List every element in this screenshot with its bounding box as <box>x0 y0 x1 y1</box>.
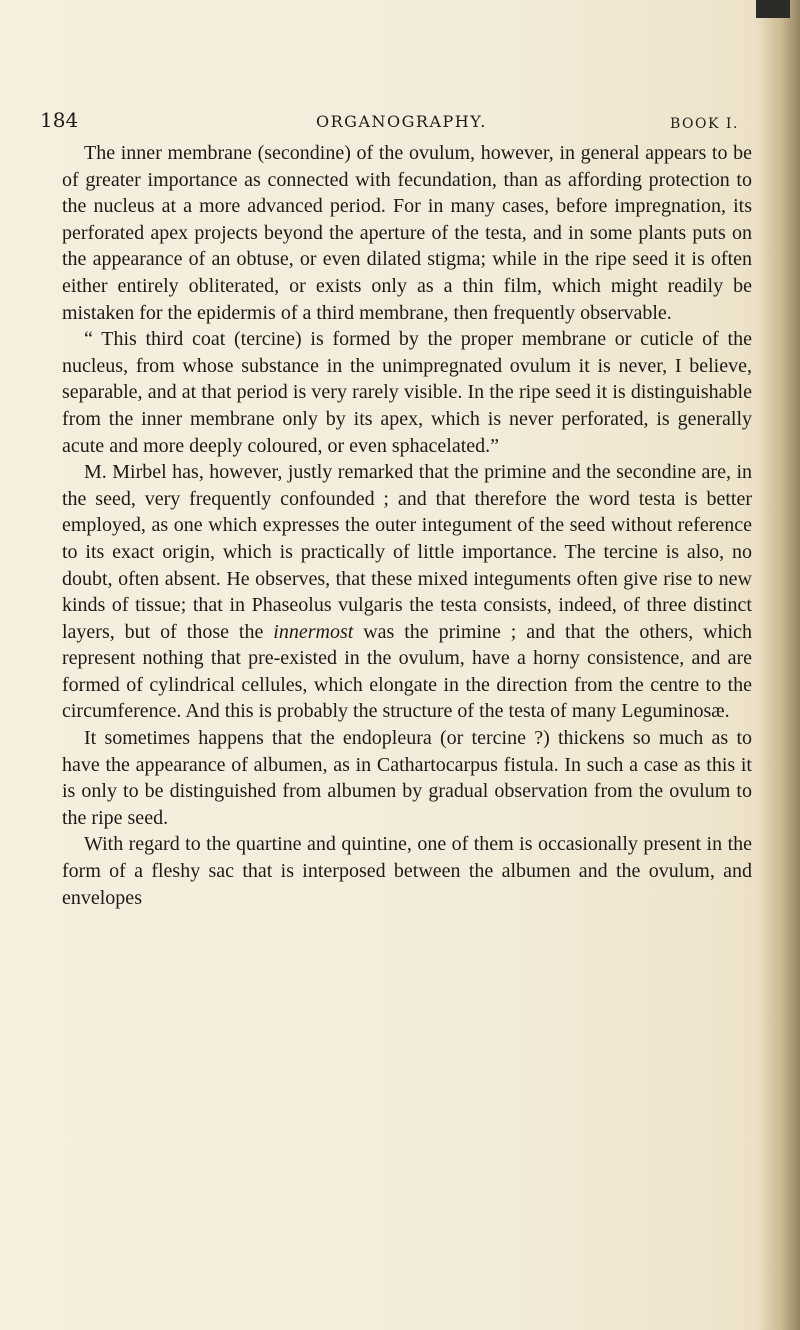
running-head-title: ORGANOGRAPHY. <box>316 112 487 131</box>
page-number: 184 <box>40 108 79 132</box>
running-head-book: BOOK I. <box>670 116 739 132</box>
paragraph-3-text-after: was the primine ; and that the others, which represent nothing that pre-existed in the ovulum, have a horny consistence, and are formed of cylindrical cellules, which elongate in the direction from the centre to the circumference. And this is probably the structure of the testa of many Leguminosæ. <box>62 620 753 723</box>
paragraph-3 <box>62 459 752 725</box>
paragraph-2: “ This third coat (tercine) is formed by the proper membrane or cuticle of the nucleus, from whose substance in the unimpregnated ovulum it is never, I believe, separable, and at that period is very rarely visible. In the ripe seed it is distinguishable from the inner membrane only by its apex, which is never perforated, is generally acute and more deeply coloured, or even sphacelated.” <box>62 328 752 457</box>
paragraph-1: The inner membrane (secondine) of the ovulum, however, in general appears to be of greater importance as connected with fecundation, than as affording protection to the nucleus at a more advanced period. For in many cases, before impregnation, its perforated apex projects beyond the aperture of the testa, and in some plants puts on the appearance of an obtuse, or even dilated stigma; while in the ripe seed it is often either entirely obliterated, or exists only as a thin film, which might readily be mistaken for the epidermis of a third membrane, then frequently observable. <box>62 142 752 324</box>
paragraph-3-italic: innermost <box>273 620 354 643</box>
running-head <box>40 108 740 138</box>
paragraph-3-text-before: M. Mirbel has, however, justly remarked that the primine and the secondine are, in the seed, very frequently confounded ; and that therefore the word testa is better employed, as one which expresses the outer integument of the seed without reference to its exact origin, which is practically of little importance. The tercine is also, no doubt, often absent. He observes, that these mixed integuments often give rise to new kinds of tissue; that in Phaseolus vulgaris the testa consists, indeed, of three distinct layers, but of those the <box>62 461 752 643</box>
paragraph-4: It sometimes happens that the endopleura (or tercine ?) thickens so much as to have the appearance of albumen, as in Cathartocarpus fistula. In such a case as this it is only to be distinguished from albumen by gradual observation from the ovulum to the ripe seed. <box>62 727 752 829</box>
paragraph-5: With regard to the quartine and quintine, one of them is occasionally present in the form of a fleshy sac that is interposed between the albumen and the ovulum, and envelopes <box>62 833 752 909</box>
binding-shadow <box>758 0 800 1330</box>
body-text <box>62 140 752 911</box>
page-edge-mark <box>756 0 790 18</box>
